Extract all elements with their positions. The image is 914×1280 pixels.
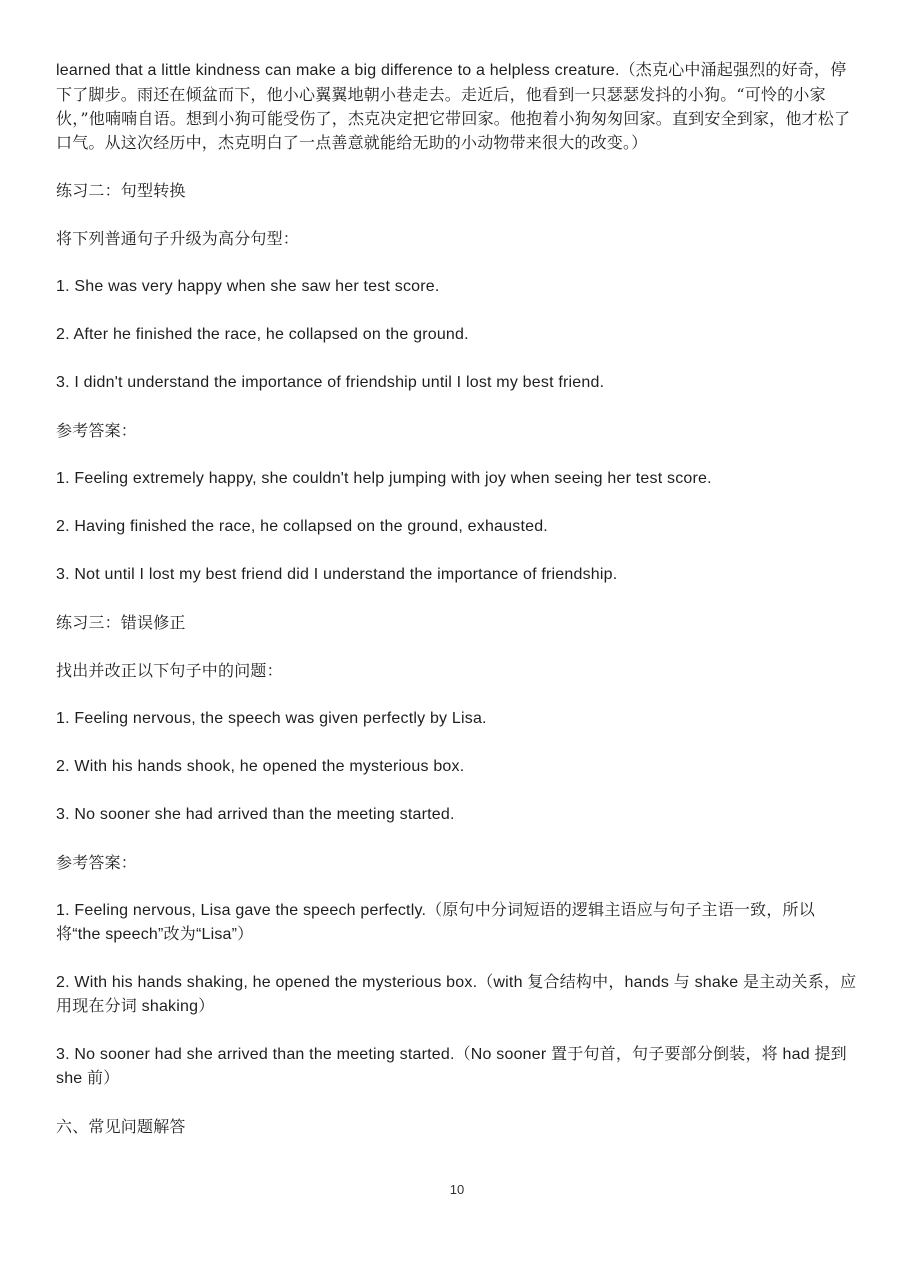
exercise2-answer: 2. Having finished the race, he collapsed on the ground, exhausted. xyxy=(56,518,548,535)
exercise3-heading: 练习三：错误修正 xyxy=(56,613,186,632)
exercise2-instruction: 将下列普通句子升级为高分句型： xyxy=(56,229,300,248)
page-number: 10 xyxy=(449,1182,465,1197)
exercise2-answer-label: 参考答案： xyxy=(56,421,138,440)
story-tail-paragraph xyxy=(56,58,858,155)
section6-heading: 六、常见问题解答 xyxy=(56,1117,186,1136)
exercise3-instruction: 找出并改正以下句子中的问题： xyxy=(56,661,283,680)
exercise2-item: 2. After he finished the race, he collapsed on the ground. xyxy=(56,326,469,343)
exercise3-answer: 1. Feeling nervous, Lisa gave the speech perfectly.（原句中分词短语的逻辑主语应与句子主语一致，所以将“the speech”改为“Lisa”） xyxy=(56,902,815,943)
exercise3-answer: 3. No sooner had she arrived than the meeting started.（No sooner 置于句首，句子要部分倒装，将 had 提到 she 前） xyxy=(56,1046,847,1087)
exercise2-item: 1. She was very happy when she saw her test score. xyxy=(56,278,440,295)
exercise3-item: 1. Feeling nervous, the speech was given perfectly by Lisa. xyxy=(56,710,487,727)
exercise3-item: 3. No sooner she had arrived than the meeting started. xyxy=(56,806,455,823)
exercise2-answer: 3. Not until I lost my best friend did I understand the importance of friendship. xyxy=(56,566,618,583)
exercise2-item: 3. I didn't understand the importance of friendship until I lost my best friend. xyxy=(56,374,605,391)
story-tail-english: learned that a little kindness can make a big difference to a helpless creature. xyxy=(56,62,620,79)
exercise3-item: 2. With his hands shook, he opened the mysterious box. xyxy=(56,758,465,775)
exercise3-answer: 2. With his hands shaking, he opened the mysterious box.（with 复合结构中，hands 与 shake 是主动关系，应用现在分词 shaking） xyxy=(56,974,857,1015)
exercise2-heading: 练习二：句型转换 xyxy=(56,181,186,200)
exercise2-answer: 1. Feeling extremely happy, she couldn't help jumping with joy when seeing her test score. xyxy=(56,470,712,487)
story-tail-translation: （杰克心中涌起强烈的好奇，停下了脚步。雨还在倾盆而下，他小心翼翼地朝小巷走去。走近后，他看到一只瑟瑟发抖的小狗。“可怜的小家伙，”他喃喃自语。想到小狗可能受伤了，杰克决定把它带回家。他抱着小狗匆匆回家。直到安全到家，他才松了口气。从这次经历中，杰克明白了一点善意就能给无助的小动物带来很大的改变。） xyxy=(56,60,851,152)
document-page xyxy=(56,58,858,1163)
exercise3-answer-label: 参考答案： xyxy=(56,853,138,872)
